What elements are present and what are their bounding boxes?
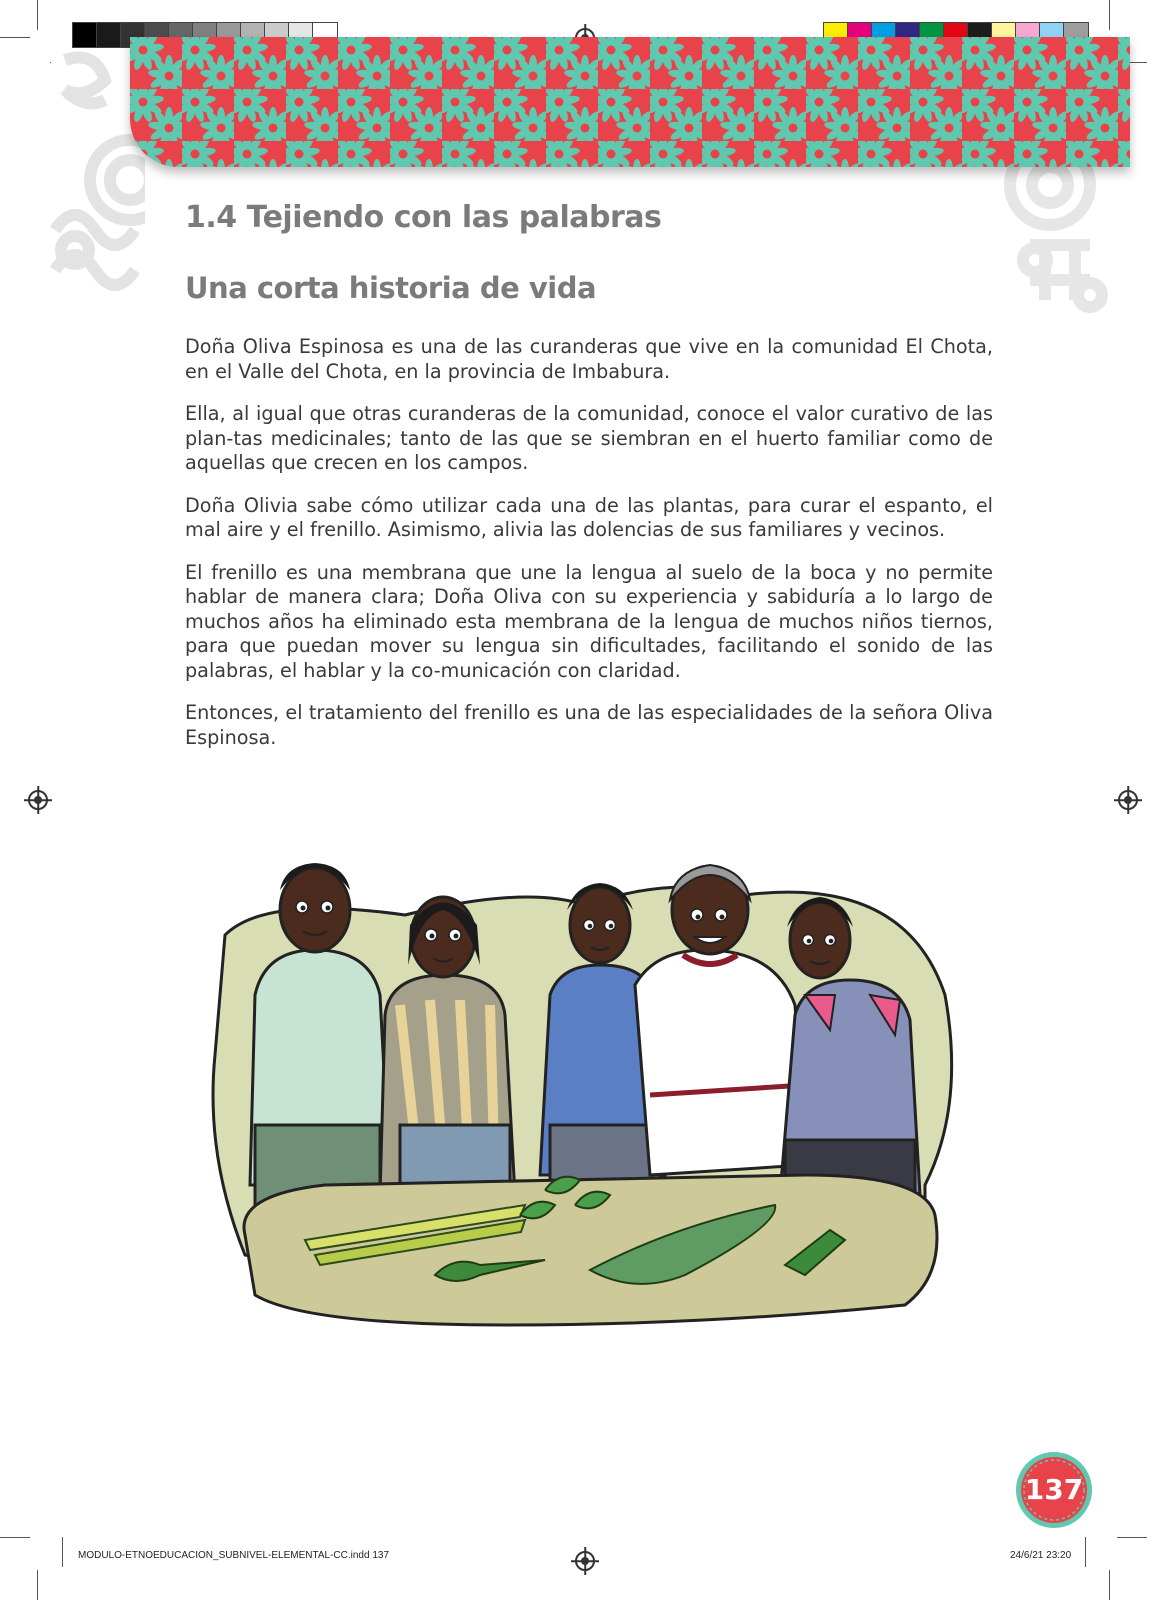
paragraph: El frenillo es una membrana que une la lengua al suelo de la boca y no permite hablar de manera clara; Doña Oliva con su experiencia y sabiduría a lo largo de muchos años ha eliminado esta membrana de la lengua de muchos niños tiernos, para que puedan mover su lengua sin dificultades, facilitando el sonido de las palabras, el hablar y la co-municación con claridad. [185, 560, 993, 682]
paragraph: Entonces, el tratamiento del frenillo es una de las especialidades de la señora Oliva Espinosa. [185, 701, 993, 749]
page-number-badge [1014, 1450, 1094, 1530]
crop-mark [1109, 0, 1110, 30]
adinkra-ornament-left [35, 40, 145, 300]
decorative-flower-banner [130, 37, 1130, 167]
file-slug: MODULO-ETNOEDUCACION_SUBNIVEL-ELEMENTAL-CC.indd 137 [78, 1550, 390, 1561]
crop-mark [37, 1570, 38, 1600]
crop-mark [0, 37, 30, 38]
paragraph: Doña Oliva Espinosa es una de las curanderas que vive en la comunidad El Chota, en el Valle del Chota, en la provincia de Imbabura. [185, 335, 993, 383]
paragraph: Ella, al igual que otras curanderas de la comunidad, conoce el valor curativo de las plan-tas medicinales; tanto de las que se siembran en el huerto familiar como de aquellas que crecen en los campos. [185, 402, 993, 474]
crop-mark [37, 0, 38, 30]
crop-mark [62, 1537, 63, 1567]
registration-mark [28, 790, 48, 810]
registration-mark [1118, 790, 1138, 810]
article-content [185, 200, 993, 750]
crop-mark [1117, 1537, 1147, 1538]
paragraph: Doña Olivia sabe cómo utilizar cada una de las plantas, para curar el espanto, el mal aire y el frenillo. Asimismo, alivia las dolencias de sus familiares y vecinos. [185, 493, 993, 541]
crop-mark [0, 1537, 30, 1538]
registration-mark [575, 1551, 595, 1571]
adinkra-ornament-right [990, 150, 1120, 330]
page-number: 137 [1024, 1473, 1084, 1506]
article-subtitle: Una corta historia de vida [185, 271, 597, 305]
section-title: 1.4 Tejiendo con las palabras [185, 200, 662, 235]
crop-mark [1109, 1570, 1110, 1600]
date-slug: 24/6/21 23:20 [1010, 1550, 1072, 1561]
crop-mark [1085, 1537, 1086, 1567]
illustration-curanderas-with-plants [205, 855, 965, 1370]
